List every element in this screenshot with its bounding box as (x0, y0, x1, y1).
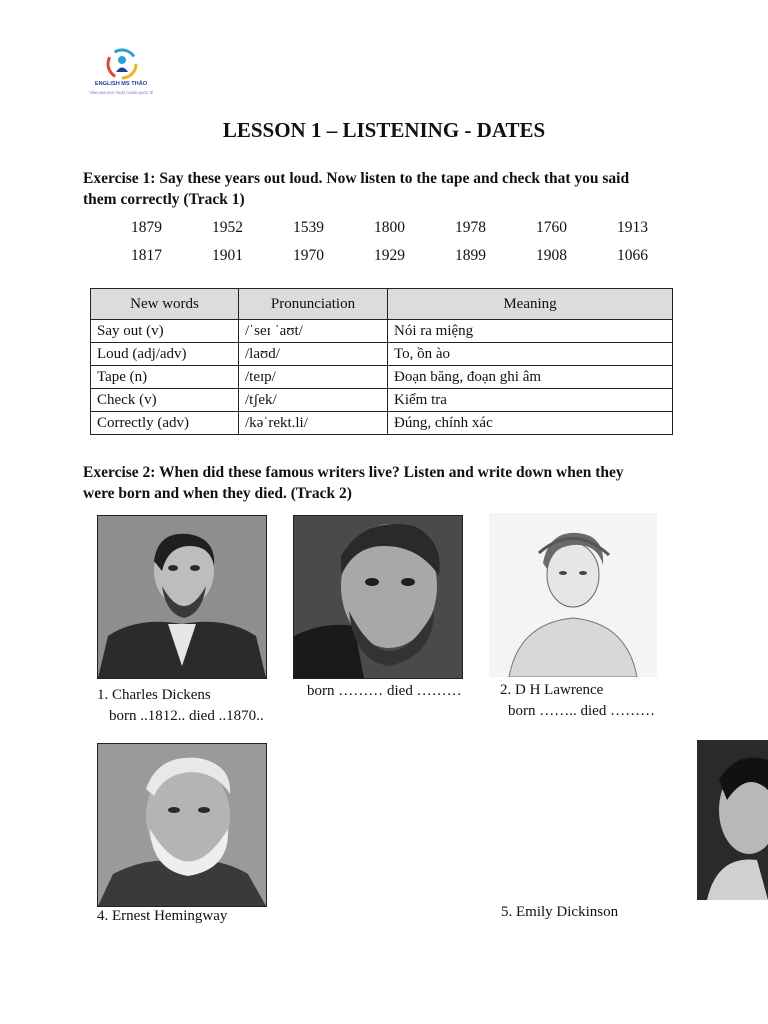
portrait-dh-lawrence (293, 515, 463, 679)
exercise-1-title-line-1: Exercise 1: Say these years out loud. Now listen to the tape and check that you said (83, 170, 630, 187)
caption-charles-dickens: 1. Charles Dickens (97, 687, 211, 703)
school-logo (84, 44, 158, 102)
header-new-words: New words (91, 289, 239, 320)
year: 1978 (455, 219, 486, 236)
table-row (91, 389, 673, 412)
logo-tagline: TIẾNG ANH HỌC THUẬT CHUẨN QUỐC TẾ (88, 91, 154, 95)
exercise-2-title (83, 462, 683, 504)
year: 1899 (455, 247, 486, 264)
pronunciation-cell: /laʊd/ (239, 343, 388, 366)
portrait-charles-dickens (97, 515, 267, 679)
caption-dh-lawrence: 2. D H Lawrence (500, 682, 604, 698)
year: 1952 (212, 219, 243, 236)
caption-ernest-hemingway: 4. Ernest Hemingway (97, 908, 228, 924)
meaning-cell: To, ồn ào (388, 343, 673, 366)
table-row (91, 366, 673, 389)
meaning-cell: Kiểm tra (388, 389, 673, 412)
years-row-2 (106, 247, 666, 265)
year: 1800 (374, 219, 405, 236)
logo-mark-icon (106, 48, 138, 80)
lesson-title: LESSON 1 – LISTENING - DATES (222, 118, 546, 142)
logo-name: ENGLISH MS THẢO (94, 81, 148, 87)
year: 1913 (617, 219, 648, 236)
year: 1901 (212, 247, 243, 264)
word-cell: Correctly (adv) (91, 412, 239, 435)
year: 1970 (293, 247, 324, 264)
dates-dh-lawrence: born …….. died ……… (508, 703, 656, 719)
dates-writer-2: born ……… died ……… (307, 683, 462, 699)
pronunciation-cell: /kəˈrekt.li/ (239, 412, 388, 435)
year: 1817 (131, 247, 162, 264)
pronunciation-cell: /tʃek/ (239, 389, 388, 412)
exercise-1-title (83, 168, 683, 210)
word-cell: Check (v) (91, 389, 239, 412)
years-row-1 (106, 219, 666, 237)
table-header-row (91, 289, 673, 320)
portrait-emily-dickinson (697, 740, 768, 900)
vocabulary-table (90, 288, 673, 435)
caption-emily-dickinson: 5. Emily Dickinson (501, 904, 619, 920)
exercise-2-title-line-1: Exercise 2: When did these famous writers live? Listen and write down when they (83, 464, 624, 481)
pronunciation-cell: /teɪp/ (239, 366, 388, 389)
portrait-ernest-hemingway (97, 743, 267, 907)
year: 1539 (293, 219, 324, 236)
portrait-woman-sketch (489, 513, 657, 677)
dates-charles-dickens: born ..1812.. died ..1870.. (109, 708, 264, 724)
table-row (91, 320, 673, 343)
year: 1760 (536, 219, 567, 236)
table-row (91, 343, 673, 366)
meaning-cell: Đoạn băng, đoạn ghi âm (388, 366, 673, 389)
year: 1879 (131, 219, 162, 236)
meaning-cell: Đúng, chính xác (388, 412, 673, 435)
header-pronunciation: Pronunciation (239, 289, 388, 320)
word-cell: Loud (adj/adv) (91, 343, 239, 366)
word-cell: Say out (v) (91, 320, 239, 343)
year: 1066 (617, 247, 648, 264)
table-row (91, 412, 673, 435)
pronunciation-cell: /ˈseɪ ˈaʊt/ (239, 320, 388, 343)
exercise-2-title-line-2: were born and when they died. (Track 2) (83, 485, 352, 502)
exercise-1-title-line-2: them correctly (Track 1) (83, 191, 245, 208)
word-cell: Tape (n) (91, 366, 239, 389)
year: 1929 (374, 247, 405, 264)
header-meaning: Meaning (388, 289, 673, 320)
meaning-cell: Nói ra miệng (388, 320, 673, 343)
year: 1908 (536, 247, 567, 264)
